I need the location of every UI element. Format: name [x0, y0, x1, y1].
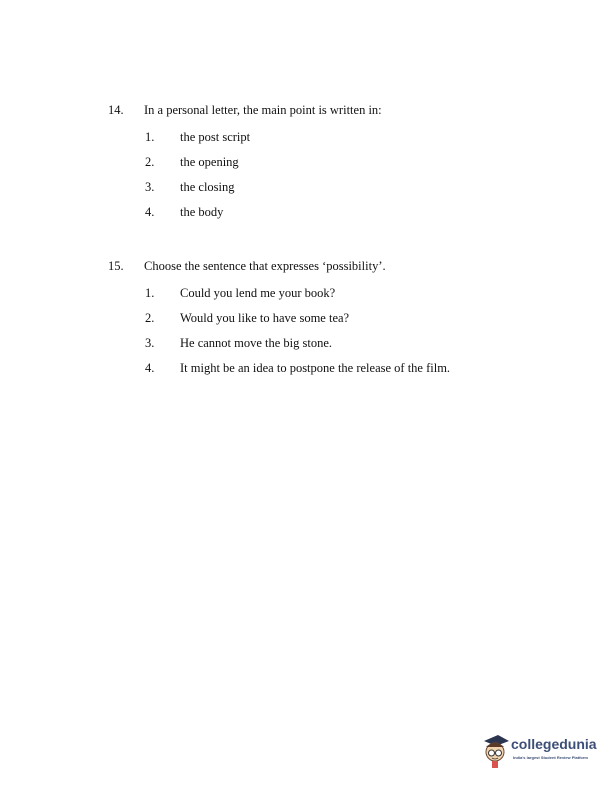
option-number: 4.	[145, 205, 155, 219]
option-text: the body	[180, 205, 224, 219]
option-number: 4.	[145, 361, 155, 375]
option-text: the post script	[180, 130, 251, 144]
question-15-text: Choose the sentence that expresses ‘possibility’.	[144, 259, 386, 273]
option-text: Could you lend me your book?	[180, 286, 336, 300]
option-number: 1.	[145, 286, 155, 300]
question-15-number: 15.	[108, 259, 124, 273]
option-number: 1.	[145, 130, 155, 144]
option-text: Would you like to have some tea?	[180, 311, 350, 325]
option-text: the opening	[180, 155, 239, 169]
option-number: 3.	[145, 180, 155, 194]
logo-tagline: India's largest Student Review Platform	[513, 755, 588, 760]
option-number: 2.	[145, 155, 155, 169]
option-number: 3.	[145, 336, 155, 350]
mascot-icon	[482, 733, 510, 769]
logo-name: collegedunia	[511, 736, 597, 752]
option-text: He cannot move the big stone.	[180, 336, 333, 350]
option-text: the closing	[180, 180, 235, 194]
question-14-number: 14.	[108, 103, 124, 117]
option-text: It might be an idea to postpone the release of the film.	[180, 361, 451, 375]
option-number: 2.	[145, 311, 155, 325]
collegedunia-logo	[482, 733, 607, 773]
question-14-text: In a personal letter, the main point is written in:	[144, 103, 382, 117]
